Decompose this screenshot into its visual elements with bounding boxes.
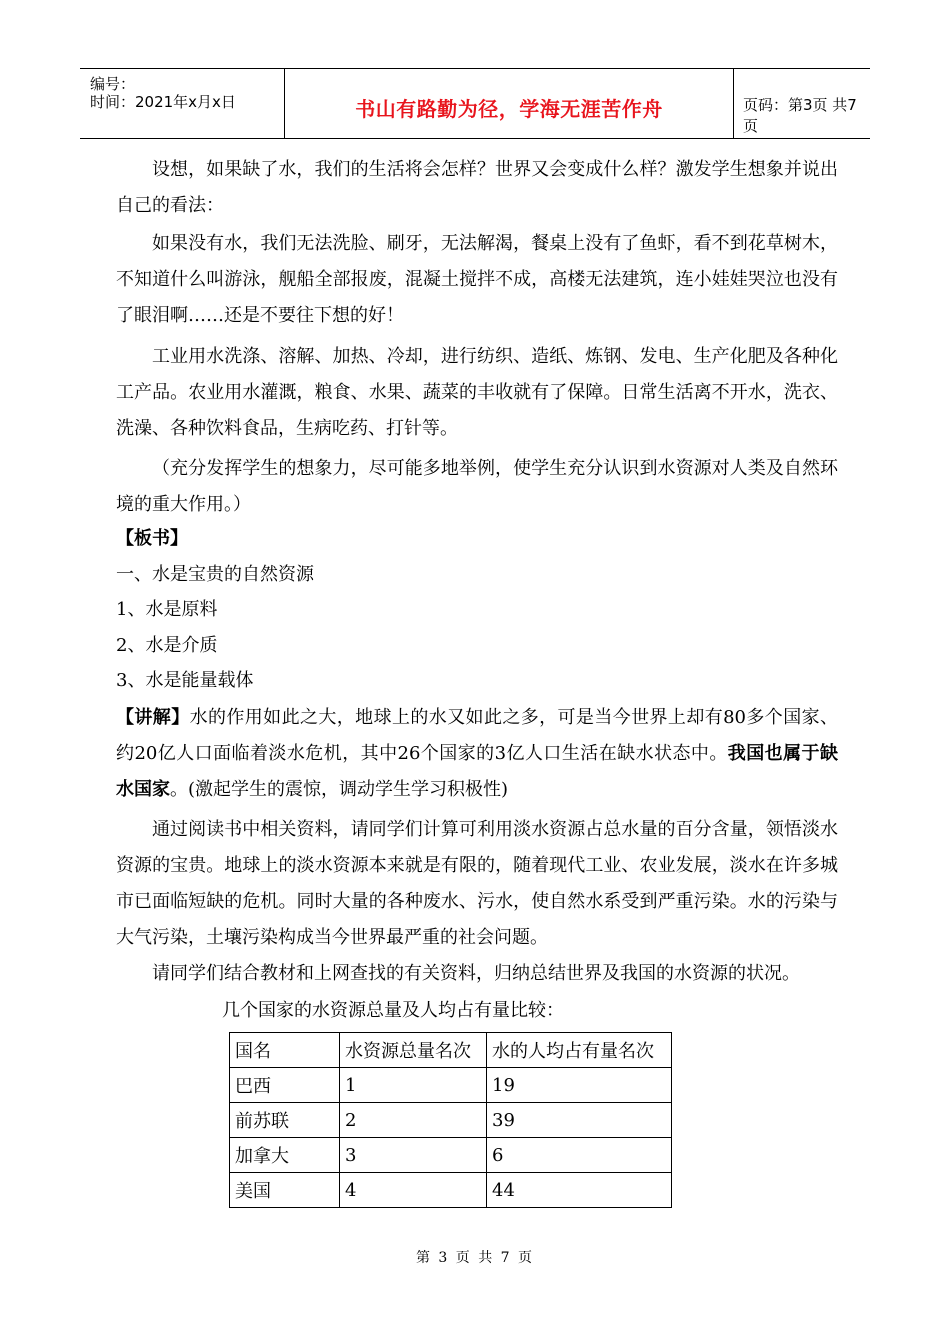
board-heading: 【板书】	[116, 528, 188, 549]
water-resource-table	[229, 1032, 672, 1208]
page-footer: 第 3 页 共 7 页	[415, 1250, 535, 1266]
table-caption: 几个国家的水资源总量及人均占有量比较：	[222, 1000, 564, 1021]
paragraph-water-uses: 工业用水洗涤、溶解、加热、冷却，进行纺织、造纸、炼钢、发电、生产化肥及各种化工产品。农业用水灌溉，粮食、水果、蔬菜的丰收就有了保障。日常生活离不开水，洗衣、洗澡、各种饮料食品，生病吃药、打针等。	[116, 346, 838, 439]
table-cell: 前苏联	[230, 1103, 340, 1138]
explain-heading: 【讲解】	[116, 707, 190, 728]
paragraph-no-water: 如果没有水，我们无法洗脸、刷牙，无法解渴，餐桌上没有了鱼虾，看不到花草树木，不知道什么叫游泳，舰船全部报废，混凝土搅拌不成，高楼无法建筑，连小娃娃哭泣也没有了眼泪啊……还是不要往下想的好！	[116, 233, 838, 326]
paragraph-summarize: 请同学们结合教材和上网查找的有关资料，归纳总结世界及我国的水资源的状况。	[152, 963, 800, 984]
table-cell: 加拿大	[230, 1138, 340, 1173]
table-cell: 美国	[230, 1173, 340, 1208]
explain-tail: 。(激起学生的震惊，调动学生学习积极性)	[170, 779, 509, 800]
table-header-cell: 水资源总量名次	[340, 1033, 487, 1068]
header-motto-cell	[284, 69, 734, 138]
board-item-energy-carrier: 3、水是能量载体	[116, 670, 254, 691]
table-cell: 巴西	[230, 1068, 340, 1103]
table-header-cell: 国名	[230, 1033, 340, 1068]
table-cell: 2	[340, 1103, 487, 1138]
paragraph-freshwater: 通过阅读书中相关资料，请同学们计算可利用淡水资源占总水量的百分含量，领悟淡水资源的宝贵。地球上的淡水资源本来就是有限的，随着现代工业、农业发展，淡水在许多城市已面临短缺的危机。同时大量的各种废水、污水，使自然水系受到严重污染。水的污染与大气污染，土壤污染构成当今世界最严重的社会问题。	[116, 819, 838, 948]
table-row	[230, 1068, 672, 1103]
paragraph-teacher-note: （充分发挥学生的想象力，尽可能多地举例，使学生充分认识到水资源对人类及自然环境的重大作用。）	[116, 458, 838, 515]
table-header-row	[230, 1033, 672, 1068]
table-row	[230, 1138, 672, 1173]
document-time-label: 时间：2021年x月x日	[90, 93, 236, 111]
header-info-cell	[80, 69, 284, 138]
table-cell: 1	[340, 1068, 487, 1103]
table-row	[230, 1103, 672, 1138]
board-item-medium: 2、水是介质	[116, 635, 218, 656]
header-page-cell	[733, 69, 870, 138]
table-cell: 19	[487, 1068, 672, 1103]
explain-emphasis: 我国也属于缺水国家	[116, 743, 838, 800]
table-cell: 44	[487, 1173, 672, 1208]
table-cell: 39	[487, 1103, 672, 1138]
table-row	[230, 1173, 672, 1208]
page-header	[80, 68, 870, 139]
board-item-raw-material: 1、水是原料	[116, 599, 218, 620]
table-header-cell: 水的人均占有量名次	[487, 1033, 672, 1068]
board-item-title: 一、水是宝贵的自然资源	[116, 564, 314, 585]
table-cell: 6	[487, 1138, 672, 1173]
table-cell: 4	[340, 1173, 487, 1208]
table-cell: 3	[340, 1138, 487, 1173]
header-motto: 书山有路勤为径，学海无涯苦作舟	[355, 97, 663, 121]
paragraph-explain	[116, 700, 838, 808]
document-number-label: 编号：	[90, 75, 136, 93]
paragraph-imagine: 设想，如果缺了水，我们的生活将会怎样？世界又会变成什么样？激发学生想象并说出自己的看法：	[116, 159, 838, 216]
header-page-info: 页码：第3页 共7页	[743, 96, 857, 135]
explain-text: 水的作用如此之大，地球上的水又如此之多，可是当今世界上却有80多个国家、约20亿人口面临着淡水危机，其中26个国家的3亿人口生活在缺水状态中。	[116, 707, 838, 764]
